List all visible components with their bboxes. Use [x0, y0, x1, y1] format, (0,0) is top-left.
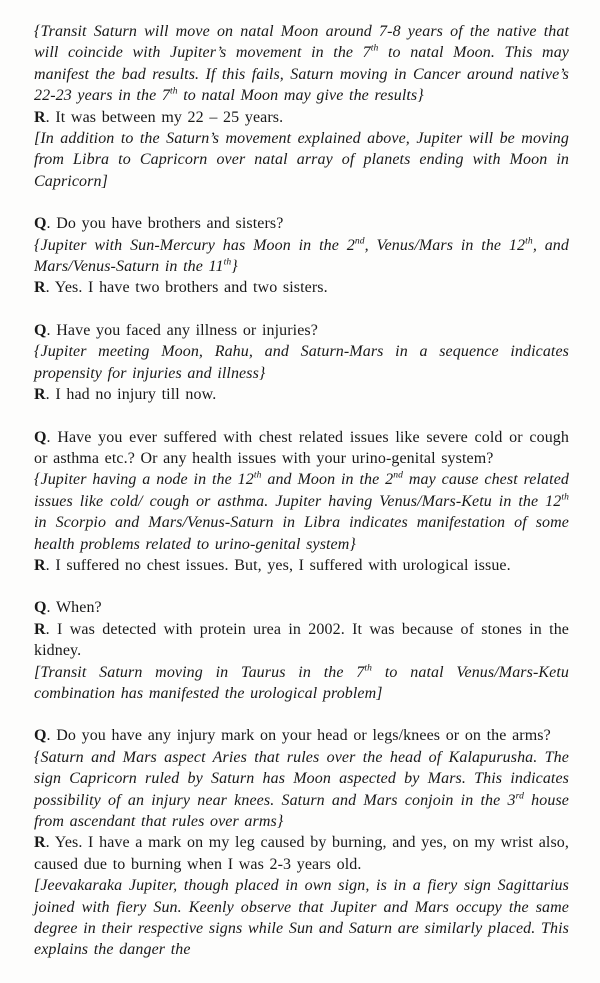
- response-paragraph: R. It was between my 22 – 25 years.: [34, 108, 284, 126]
- response-paragraph: R. I was detected with protein urea in 2002. It was because of stones in the kidney.: [34, 620, 569, 660]
- question-paragraph: Q. Do you have brothers and sisters?: [34, 215, 284, 233]
- annotation-square-paragraph: [In addition to the Saturn’s movement explained above, Jupiter will be moving from Libra to Capricorn over natal array of planets ending with Moon in Capricorn]: [34, 130, 569, 190]
- response-paragraph: R. I had no injury till now.: [34, 386, 217, 404]
- speaker-label: R: [34, 108, 46, 126]
- annotation-curly-paragraph: {Transit Saturn will move on natal Moon around 7-8 years of the native that will coincide with Jupiter’s movement in the 7th to natal Moon. This may manifest the bad results. If this fails, Saturn moving in Cancer around native’s 22-23 years in the 7th to natal Moon may give the results}: [34, 23, 569, 105]
- speaker-label: Q: [34, 599, 47, 617]
- annotation-curly-paragraph: {Jupiter meeting Moon, Rahu, and Saturn-Mars in a sequence indicates propensity for injuries and illness}: [34, 343, 569, 382]
- speaker-label: R: [34, 556, 46, 574]
- annotation-square-paragraph: [Jeevakaraka Jupiter, though placed in own sign, is in a fiery sign Sagittarius joined with fiery Sun. Keenly observe that Jupiter and Mars occupy the same degree in their respective signs while Sun and Saturn are similarly placed. This explains the danger the: [34, 877, 569, 959]
- annotation-square-paragraph: [Transit Saturn moving in Taurus in the 7th to natal Venus/Mars-Ketu combination has manifested the urological problem]: [34, 662, 569, 702]
- question-paragraph: Q. When?: [34, 599, 102, 617]
- ordinal-superscript: th: [370, 43, 379, 55]
- response-paragraph: R. I suffered no chest issues. But, yes, I suffered with urological issue.: [34, 556, 511, 574]
- annotation-curly-paragraph: {Jupiter with Sun-Mercury has Moon in the 2nd, Venus/Mars in the 12th, and Mars/Venus-Saturn in the 11th}: [34, 235, 570, 276]
- speaker-label: R: [34, 834, 46, 852]
- speaker-label: Q: [34, 727, 47, 745]
- annotation-curly-paragraph: {Jupiter having a node in the 12th and Moon in the 2nd may cause chest related issues like cold/ cough or asthma. Jupiter having Venus/Mars-Ketu in the 12th in Scorpio and Mars/Venus-Saturn in Libra indicates manifestation of some health problems related to urino-genital system}: [34, 469, 570, 553]
- ordinal-superscript: th: [253, 469, 262, 481]
- ordinal-superscript: nd: [354, 235, 365, 247]
- qa-text: [34, 21, 569, 961]
- question-paragraph: Q. Have you ever suffered with chest related issues like severe cold or cough or asthma etc.? Or any health issues with your urino-genital system?: [34, 428, 569, 467]
- ordinal-superscript: nd: [393, 469, 404, 481]
- ordinal-superscript: rd: [515, 790, 524, 802]
- response-paragraph: R. Yes. I have two brothers and two sisters.: [34, 279, 328, 297]
- speaker-label: Q: [34, 428, 47, 446]
- speaker-label: Q: [34, 215, 47, 233]
- response-paragraph: R. Yes. I have a mark on my leg caused by burning, and yes, on my wrist also, caused due to burning when I was 2-3 years old.: [34, 834, 569, 873]
- speaker-label: Q: [34, 321, 47, 339]
- annotation-curly-paragraph: {Saturn and Mars aspect Aries that rules over the head of Kalapurusha. The sign Capricorn ruled by Saturn has Moon aspected by Mars. This indicates possibility of an injury near knees. Saturn and Mars conjoin in the 3rd house from ascendant that rules over arms}: [34, 748, 569, 830]
- ordinal-superscript: th: [169, 85, 178, 97]
- ordinal-superscript: th: [525, 235, 533, 247]
- speaker-label: R: [34, 620, 46, 638]
- ordinal-superscript: th: [364, 662, 373, 674]
- ordinal-superscript: th: [223, 256, 232, 268]
- speaker-label: R: [34, 279, 46, 297]
- question-paragraph: Q. Do you have any injury mark on your head or legs/knees or on the arms?: [34, 727, 551, 745]
- question-paragraph: Q. Have you faced any illness or injuries?: [34, 321, 318, 339]
- ordinal-superscript: th: [561, 491, 569, 503]
- speaker-label: R: [34, 386, 46, 404]
